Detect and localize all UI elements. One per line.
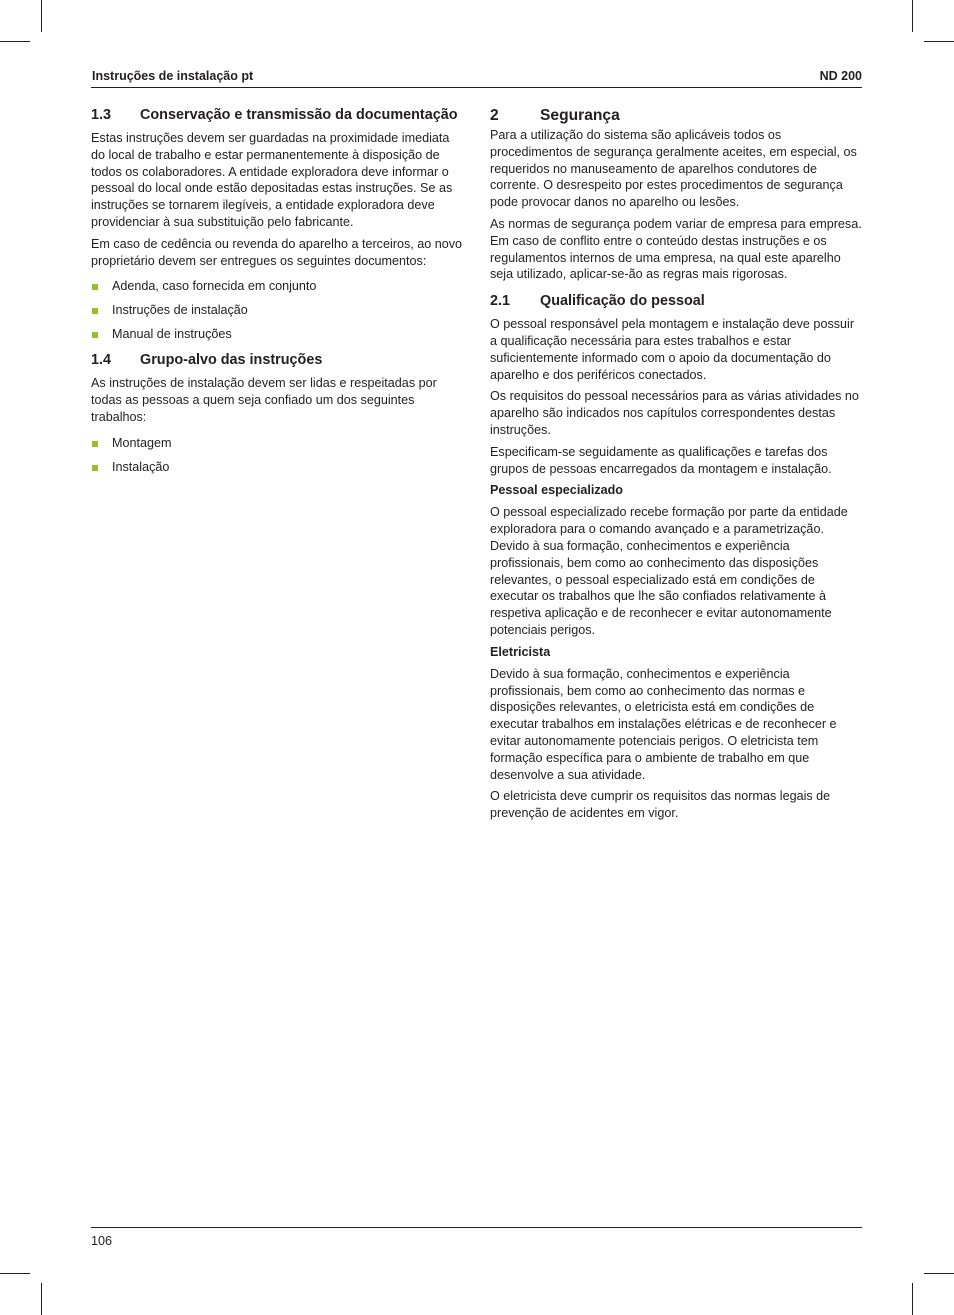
section-title: Conservação e transmissão da documentação xyxy=(140,107,458,123)
crop-mark xyxy=(924,1273,954,1274)
paragraph: Devido à sua formação, conhecimentos e experiência profissionais, bem como ao conhecimento das normas e disposições relevantes, o eletricista está em condições de executar trabalhos em instalações elétricas e de reconhecer e evitar autonomamente potenciais perigos. O eletricista tem formação específica para o ambiente de trabalho em que desenvolve a sua atividade. xyxy=(490,666,837,782)
list-item-text: Instalação xyxy=(112,459,170,474)
section-number: 2.1 xyxy=(490,293,511,310)
crop-mark xyxy=(41,1283,42,1315)
section-1-4 xyxy=(91,351,463,475)
crop-mark xyxy=(924,41,954,42)
paragraph: Os requisitos do pessoal necessários para as várias atividades no aparelho são indicados nos capítulos correspondentes destas instruções. xyxy=(490,389,859,437)
crop-mark xyxy=(0,41,30,42)
footer-divider xyxy=(91,1227,862,1228)
paragraph: Para a utilização do sistema são aplicáveis todos os procedimentos de segurança geralmente aceites, em especial, os requeridos no manuseamento de aparelhos condutores de corrente. O desrespeito por estes procedimentos de segurança pode provocar danos no aparelho ou lesões. xyxy=(490,128,857,210)
paragraph: O pessoal responsável pela montagem e instalação deve possuir a qualificação necessária para estes trabalhos e estar suficientemente informado com o apoio da documentação do aparelho e dos periféricos conectados. xyxy=(490,317,855,382)
list-item-text: Montagem xyxy=(112,435,172,450)
header-title: Instruções de instalação pt xyxy=(92,69,254,83)
page-number: 106 xyxy=(91,1234,113,1248)
crop-mark xyxy=(0,1273,30,1274)
bullet-square-icon xyxy=(92,332,98,338)
bullet-square-icon xyxy=(92,441,98,447)
list-item-text: Instruções de instalação xyxy=(112,303,248,318)
subheading: Pessoal especializado xyxy=(490,483,624,498)
list-item-text: Manual de instruções xyxy=(112,327,232,342)
bullet-list xyxy=(91,278,463,343)
subheading: Eletricista xyxy=(490,644,551,659)
list-item xyxy=(91,459,463,476)
section-2-1 xyxy=(490,292,864,822)
section-number: 1.4 xyxy=(91,352,112,369)
bullet-square-icon xyxy=(92,308,98,314)
paragraph: As normas de segurança podem variar de empresa para empresa. Em caso de conflito entre o conteúdo destas instruções e os regulamentos internos de uma empresa, na qual este aparelho seja utilizado, aplicar-se-ão as regras mais rigorosas. xyxy=(490,216,862,282)
section-heading xyxy=(91,106,463,125)
list-item xyxy=(91,278,463,295)
section-heading xyxy=(490,292,864,311)
list-item xyxy=(91,435,463,452)
crop-mark xyxy=(912,1283,913,1315)
page-header xyxy=(91,69,862,88)
list-item xyxy=(91,326,463,343)
section-number: 1.3 xyxy=(91,107,112,123)
bullet-square-icon xyxy=(92,465,98,471)
crop-mark xyxy=(912,0,913,32)
header-product: ND 200 xyxy=(819,69,862,83)
list-item-text: Adenda, caso fornecida em conjunto xyxy=(112,279,317,294)
right-column xyxy=(490,106,864,822)
left-column xyxy=(91,106,463,483)
paragraph: Especificam-se seguidamente as qualificações e tarefas dos grupos de pessoas encarregados da montagem e instalação. xyxy=(490,444,832,476)
chapter-title: Segurança xyxy=(540,107,620,124)
chapter-heading xyxy=(490,106,864,126)
chapter-number: 2 xyxy=(490,107,499,124)
crop-mark xyxy=(41,0,42,32)
section-2 xyxy=(490,106,864,283)
section-title: Qualificação do pessoal xyxy=(540,293,705,310)
bullet-list xyxy=(91,435,463,476)
list-item xyxy=(91,302,463,319)
paragraph: Em caso de cedência ou revenda do aparelho a terceiros, ao novo proprietário devem ser entregues os seguintes documentos: xyxy=(91,236,463,268)
paragraph: As instruções de instalação devem ser lidas e respeitadas por todas as pessoas a quem seja confiado um dos seguintes trabalhos: xyxy=(91,376,437,424)
section-1-3 xyxy=(91,106,463,343)
paragraph: O eletricista deve cumprir os requisitos das normas legais de prevenção de acidentes em vigor. xyxy=(490,789,831,821)
bullet-square-icon xyxy=(92,284,98,290)
section-title: Grupo-alvo das instruções xyxy=(140,352,323,369)
paragraph: Estas instruções devem ser guardadas na proximidade imediata do local de trabalho e estar permanentemente à disposição de todos os colaboradores. A entidade exploradora deve informar o pessoal do local onde estão depositadas estas instruções. Se as instruções se tornarem ilegíveis, a entidade exploradora deve providenciar à sua substituição pelo fabricante. xyxy=(91,131,453,229)
section-heading xyxy=(91,351,463,370)
paragraph: O pessoal especializado recebe formação por parte da entidade exploradora para o comando avançado e a parametrização. Devido à sua formação, conhecimentos e experiência profissionais, bem como ao conhecimento das disposições relevantes, o pessoal especializado está em condições de executar os trabalhos que lhe são confiados relativamente à respetiva aplicação e de reconhecer e evitar autonomamente potenciais perigos. xyxy=(490,505,848,637)
